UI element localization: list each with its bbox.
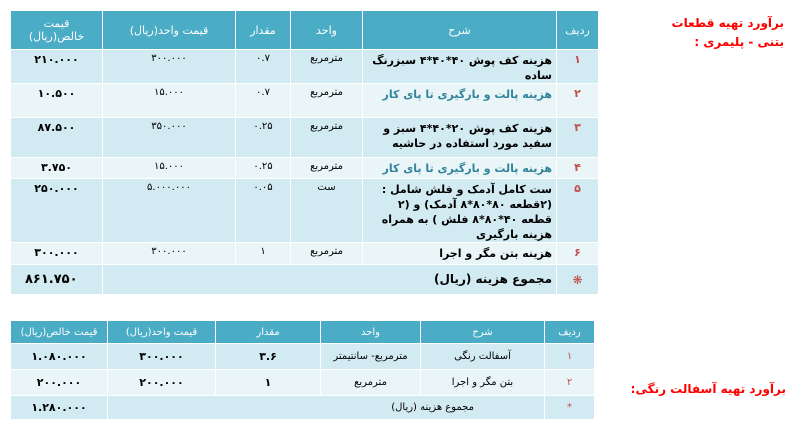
description-cell: هزینه کف پوش ۴۰*۴۰*۴ سبزرنگ ساده: [363, 50, 557, 84]
total-row: [11, 265, 599, 295]
header-description: شرح: [421, 321, 545, 344]
header-quantity: مقدار: [216, 321, 321, 344]
quantity-cell: ۰.۲۵: [236, 158, 291, 179]
header-net-price: قیمت خالص(ریال): [11, 11, 103, 50]
table-header-row: [11, 11, 599, 50]
header-description: شرح: [363, 11, 557, 50]
precast-estimate-heading: [640, 14, 784, 52]
header-unit-price: قیمت واحد(ریال): [103, 11, 236, 50]
heading-line-2: بتنی - پلیمری :: [694, 35, 784, 49]
description-cell: ست کامل آدمک و فلش شامل : (۲قطعه ۸۰*۸۰*۸ آدمک) و (۲ قطعه ۴۰*۸۰*۸ فلش ) به همراه هزینه بارگیری: [363, 179, 557, 243]
header-unit-price: قیمت واحد(ریال): [108, 321, 216, 344]
table-row: [11, 243, 599, 265]
description-cell: بتن مگر و اجرا: [421, 370, 545, 396]
unit-price-cell: ۳۰۰.۰۰۰: [108, 344, 216, 370]
total-row: [11, 396, 595, 420]
unit-cell: مترمربع- سانتیمتر: [321, 344, 421, 370]
header-unit: واحد: [321, 321, 421, 344]
unit-cell: مترمربع: [291, 118, 363, 158]
row-index-cell: ۱: [557, 50, 599, 84]
quantity-cell: ۱: [216, 370, 321, 396]
row-index-cell: ۶: [557, 243, 599, 265]
unit-price-cell: ۳۰۰.۰۰۰: [103, 243, 236, 265]
table-row: [11, 158, 599, 179]
total-marker: *: [545, 396, 595, 420]
unit-cell: مترمربع: [291, 158, 363, 179]
description-cell: هزینه بتن مگر و اجرا: [363, 243, 557, 265]
asphalt-estimate-heading: برآورد تهیه آسفالت رنگی:: [630, 382, 786, 396]
quantity-cell: ۰.۷: [236, 50, 291, 84]
net-price-cell: ۳.۷۵۰: [11, 158, 103, 179]
unit-price-cell: ۳۰۰.۰۰۰: [103, 50, 236, 84]
row-index-cell: ۲: [557, 84, 599, 118]
net-price-cell: ۱۰.۵۰۰: [11, 84, 103, 118]
table-row: [11, 118, 599, 158]
row-index-cell: ۴: [557, 158, 599, 179]
total-label: مجموع هزینه (ریال): [103, 265, 557, 295]
quantity-cell: ۰.۲۵: [236, 118, 291, 158]
table-row: [11, 84, 599, 118]
total-marker: ❋: [557, 265, 599, 295]
header-net-price: قیمت خالص(ریال): [11, 321, 108, 344]
description-cell: هزینه کف پوش ۲۰*۴۰*۴ سبز و سفید مورد استفاده در حاشیه: [363, 118, 557, 158]
unit-cell: مترمربع: [321, 370, 421, 396]
header-row: ردیف: [545, 321, 595, 344]
header-row: ردیف: [557, 11, 599, 50]
header-quantity: مقدار: [236, 11, 291, 50]
colored-asphalt-table: [10, 320, 595, 420]
unit-cell: مترمربع: [291, 243, 363, 265]
unit-cell: ست: [291, 179, 363, 243]
unit-cell: مترمربع: [291, 84, 363, 118]
table-row: [11, 50, 599, 84]
net-price-cell: ۲۵۰.۰۰۰: [11, 179, 103, 243]
heading-line-1: برآورد تهیه قطعات: [671, 16, 784, 30]
unit-price-cell: ۲۰۰.۰۰۰: [108, 370, 216, 396]
unit-price-cell: ۵.۰۰۰.۰۰۰: [103, 179, 236, 243]
unit-cell: مترمربع: [291, 50, 363, 84]
net-price-cell: ۲۰۰.۰۰۰: [11, 370, 108, 396]
row-index-cell: ۲: [545, 370, 595, 396]
total-label: مجموع هزینه (ریال): [108, 396, 545, 420]
total-value: ۱.۲۸۰.۰۰۰: [11, 396, 108, 420]
unit-price-cell: ۱۵.۰۰۰: [103, 158, 236, 179]
table-header-row: [11, 321, 595, 344]
quantity-cell: ۰.۰۵: [236, 179, 291, 243]
description-cell: هزینه پالت و بارگیری تا پای کار: [363, 84, 557, 118]
quantity-cell: ۳.۶: [216, 344, 321, 370]
unit-price-cell: ۱۵.۰۰۰: [103, 84, 236, 118]
description-cell: هزینه پالت و بارگیری تا پای کار: [363, 158, 557, 179]
total-value: ۸۶۱.۷۵۰: [11, 265, 103, 295]
net-price-cell: ۳۰۰.۰۰۰: [11, 243, 103, 265]
quantity-cell: ۰.۷: [236, 84, 291, 118]
quantity-cell: ۱: [236, 243, 291, 265]
precast-cost-table: [10, 10, 599, 295]
row-index-cell: ۳: [557, 118, 599, 158]
net-price-cell: ۸۷.۵۰۰: [11, 118, 103, 158]
table-row: [11, 344, 595, 370]
description-cell: آسفالت رنگی: [421, 344, 545, 370]
table-row: [11, 179, 599, 243]
net-price-cell: ۱.۰۸۰.۰۰۰: [11, 344, 108, 370]
table-row: [11, 370, 595, 396]
unit-price-cell: ۳۵۰.۰۰۰: [103, 118, 236, 158]
header-unit: واحد: [291, 11, 363, 50]
row-index-cell: ۵: [557, 179, 599, 243]
row-index-cell: ۱: [545, 344, 595, 370]
net-price-cell: ۲۱۰.۰۰۰: [11, 50, 103, 84]
